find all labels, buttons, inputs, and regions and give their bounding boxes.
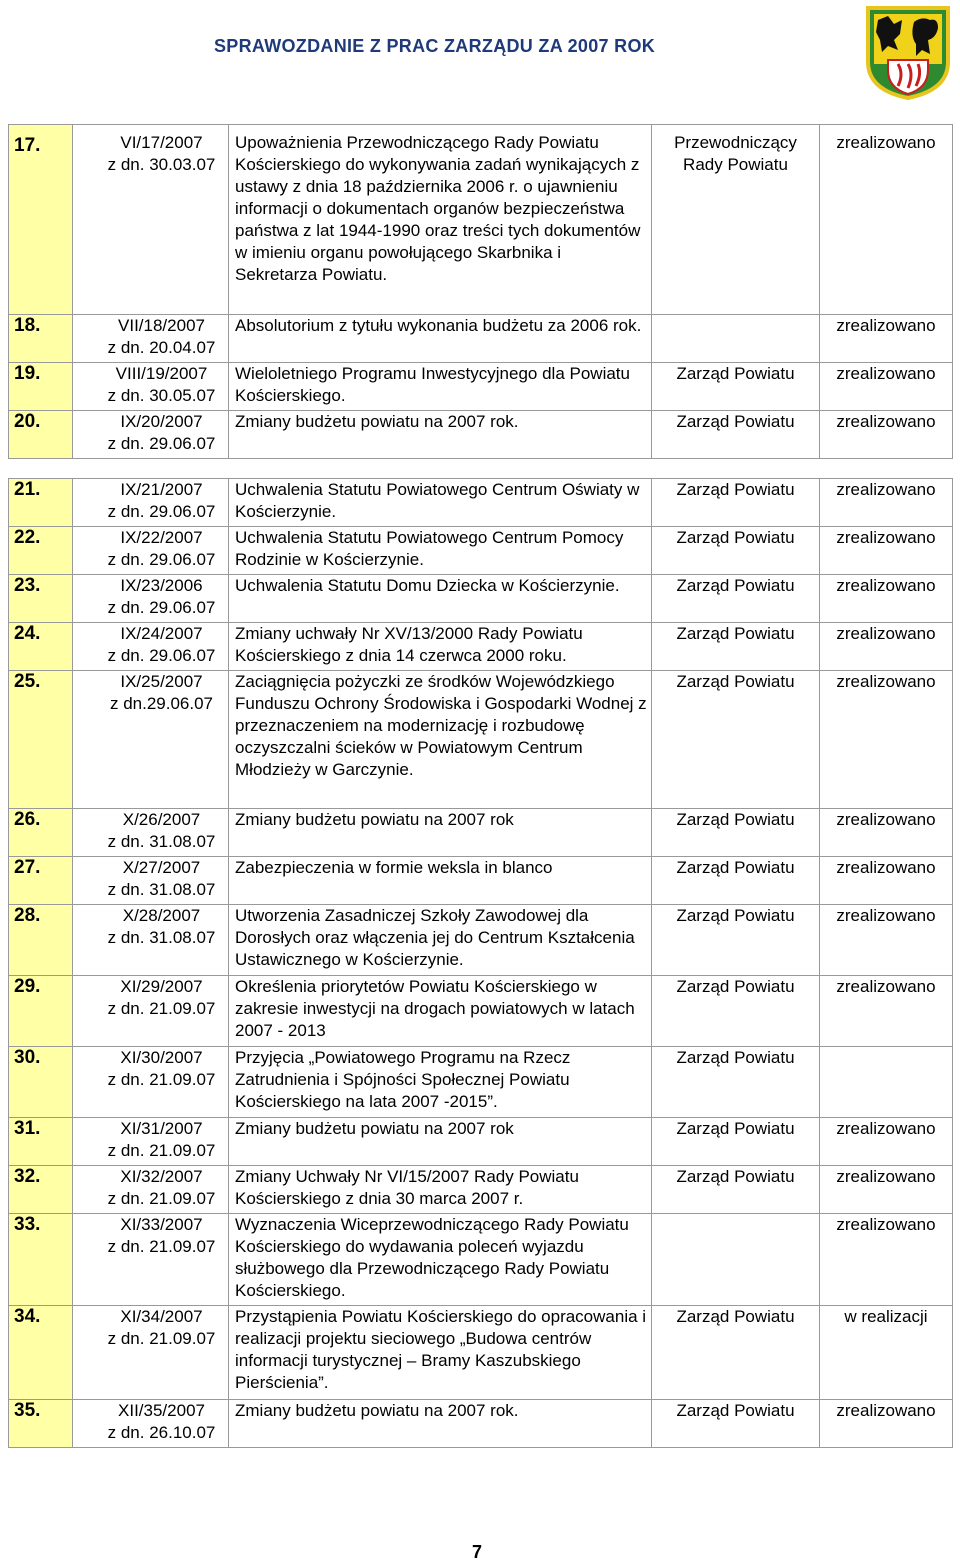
responsible-party: Zarząd Powiatu xyxy=(652,623,820,671)
status: zrealizowano xyxy=(820,411,953,459)
resolution-description: Określenia priorytetów Powiatu Kościerskiego w zakresie inwestycji na drogach powiatowych w latach 2007 - 2013 xyxy=(229,976,652,1047)
resolution-description: Absolutorium z tytułu wykonania budżetu za 2006 rok. xyxy=(229,315,652,363)
responsible-party xyxy=(652,1214,820,1306)
report-title: SPRAWOZDANIE Z PRAC ZARZĄDU ZA 2007 ROK xyxy=(214,36,656,56)
resolution-number: XII/35/2007 xyxy=(118,1401,205,1420)
status: zrealizowano xyxy=(820,125,953,315)
row-number: 27. xyxy=(9,857,73,905)
resolution-number: IX/20/2007 xyxy=(120,412,203,431)
row-number: 35. xyxy=(9,1400,73,1448)
resolution-description: Przyjęcia „Powiatowego Programu na Rzecz Zatrudnienia i Spójności Społecznej Powiatu Kościerskiego na lata 2007 -2015”. xyxy=(229,1047,652,1118)
row-number: 21. xyxy=(9,479,73,527)
status: zrealizowano xyxy=(820,809,953,857)
resolution-number: XI/29/2007 xyxy=(120,977,203,996)
resolutions-table-2 xyxy=(8,478,953,1448)
resolution-date: z dn. 21.09.07 xyxy=(107,1189,216,1208)
status: zrealizowano xyxy=(820,315,953,363)
responsible-party: Zarząd Powiatu xyxy=(652,479,820,527)
resolution-description: Zmiany uchwały Nr XV/13/2000 Rady Powiatu Kościerskiego z dnia 14 czerwca 2000 roku. xyxy=(229,623,652,671)
resolution-number: XI/30/2007 xyxy=(120,1048,203,1067)
resolution-cell xyxy=(73,976,229,1047)
resolution-number: IX/21/2007 xyxy=(120,480,203,499)
status: zrealizowano xyxy=(820,671,953,809)
resolution-description: Przystąpienia Powiatu Kościerskiego do opracowania i realizacji projektu sieciowego „Budowa centrów informacji turystycznej – Bramy Kaszubskiego Pierścienia”. xyxy=(229,1306,652,1400)
table-row xyxy=(9,809,953,857)
resolution-number: XI/31/2007 xyxy=(120,1119,203,1138)
resolution-cell xyxy=(73,125,229,315)
resolution-cell xyxy=(73,527,229,575)
resolution-date: z dn. 29.06.07 xyxy=(107,502,216,521)
responsible-party: Zarząd Powiatu xyxy=(652,411,820,459)
resolution-date: z dn. 29.06.07 xyxy=(107,550,216,569)
resolution-cell xyxy=(73,411,229,459)
status: zrealizowano xyxy=(820,623,953,671)
resolution-number: IX/22/2007 xyxy=(120,528,203,547)
row-number: 29. xyxy=(9,976,73,1047)
resolution-description: Zmiany budżetu powiatu na 2007 rok xyxy=(229,1118,652,1166)
table-row xyxy=(9,1214,953,1306)
resolution-cell xyxy=(73,1166,229,1214)
resolution-number: XI/33/2007 xyxy=(120,1215,203,1234)
resolution-date: z dn. 21.09.07 xyxy=(107,1070,216,1089)
table-row xyxy=(9,1400,953,1448)
responsible-party: Zarząd Powiatu xyxy=(652,671,820,809)
page-number: 7 xyxy=(472,1542,483,1562)
row-number: 17. xyxy=(9,125,73,315)
resolution-cell xyxy=(73,905,229,976)
resolution-description: Zabezpieczenia w formie weksla in blanco xyxy=(229,857,652,905)
row-number: 22. xyxy=(9,527,73,575)
table-row xyxy=(9,1166,953,1214)
resolution-cell xyxy=(73,1118,229,1166)
resolution-description: Zmiany budżetu powiatu na 2007 rok xyxy=(229,809,652,857)
resolution-number: X/28/2007 xyxy=(122,906,201,925)
status: zrealizowano xyxy=(820,479,953,527)
resolution-description: Utworzenia Zasadniczej Szkoły Zawodowej dla Dorosłych oraz włączenia jej do Centrum Kształcenia Ustawicznego w Kościerzynie. xyxy=(229,905,652,976)
resolution-description: Uchwalenia Statutu Powiatowego Centrum Pomocy Rodzinie w Kościerzynie. xyxy=(229,527,652,575)
status: zrealizowano xyxy=(820,363,953,411)
resolution-date: z dn. 31.08.07 xyxy=(107,928,216,947)
responsible-party: Zarząd Powiatu xyxy=(652,809,820,857)
resolution-date: z dn. 21.09.07 xyxy=(107,999,216,1018)
responsible-party: Zarząd Powiatu xyxy=(652,527,820,575)
row-number: 20. xyxy=(9,411,73,459)
table-row xyxy=(9,125,953,315)
row-number: 28. xyxy=(9,905,73,976)
resolution-date: z dn. 30.03.07 xyxy=(107,155,216,174)
table-row xyxy=(9,976,953,1047)
table-row xyxy=(9,1047,953,1118)
table-row xyxy=(9,527,953,575)
resolution-description: Wieloletniego Programu Inwestycyjnego dla Powiatu Kościerskiego. xyxy=(229,363,652,411)
resolution-number: IX/24/2007 xyxy=(120,624,203,643)
resolution-cell xyxy=(73,315,229,363)
table-row xyxy=(9,411,953,459)
resolution-number: VII/18/2007 xyxy=(118,316,205,335)
resolution-date: z dn. 29.06.07 xyxy=(107,598,216,617)
table-row xyxy=(9,1118,953,1166)
resolution-date: z dn. 29.06.07 xyxy=(107,434,216,453)
coat-of-arms-icon xyxy=(864,4,952,100)
table-row xyxy=(9,479,953,527)
status: zrealizowano xyxy=(820,857,953,905)
table-row xyxy=(9,623,953,671)
row-number: 24. xyxy=(9,623,73,671)
resolution-description: Zmiany budżetu powiatu na 2007 rok. xyxy=(229,411,652,459)
resolution-cell xyxy=(73,575,229,623)
resolution-description: Zmiany Uchwały Nr VI/15/2007 Rady Powiatu Kościerskiego z dnia 30 marca 2007 r. xyxy=(229,1166,652,1214)
row-number: 25. xyxy=(9,671,73,809)
status xyxy=(820,1047,953,1118)
row-number: 34. xyxy=(9,1306,73,1400)
status: zrealizowano xyxy=(820,905,953,976)
status: zrealizowano xyxy=(820,1214,953,1306)
resolution-cell xyxy=(73,809,229,857)
responsible-party: Zarząd Powiatu xyxy=(652,857,820,905)
row-number: 26. xyxy=(9,809,73,857)
resolution-number: X/27/2007 xyxy=(122,858,201,877)
resolution-description: Upoważnienia Przewodniczącego Rady Powiatu Kościerskiego do wykonywania zadań wynikających z ustawy z dnia 18 października 2006 r. o ujawnieniu informacji o dokumentach organów bezpieczeństwa państwa z lat 1944-1990 oraz treści tych dokumentów w imieniu organu powołującego Skarbnika i Sekretarza Powiatu. xyxy=(229,125,652,315)
table-row xyxy=(9,1306,953,1400)
responsible-party: Zarząd Powiatu xyxy=(652,1118,820,1166)
resolution-number: IX/23/2006 xyxy=(120,576,203,595)
responsible-party: Zarząd Powiatu xyxy=(652,976,820,1047)
resolution-date: z dn. 20.04.07 xyxy=(107,338,216,357)
resolution-description: Zmiany budżetu powiatu na 2007 rok. xyxy=(229,1400,652,1448)
resolution-number: XI/32/2007 xyxy=(120,1167,203,1186)
resolution-number: X/26/2007 xyxy=(122,810,201,829)
resolution-description: Uchwalenia Statutu Powiatowego Centrum Oświaty w Kościerzynie. xyxy=(229,479,652,527)
resolutions-table-1 xyxy=(8,124,953,459)
resolution-cell xyxy=(73,1214,229,1306)
resolution-cell xyxy=(73,479,229,527)
responsible-party: Zarząd Powiatu xyxy=(652,1306,820,1400)
resolution-number: IX/25/2007 xyxy=(120,672,203,691)
resolution-date: z dn. 30.05.07 xyxy=(107,386,216,405)
table-row xyxy=(9,857,953,905)
table-row xyxy=(9,315,953,363)
resolution-date: z dn. 29.06.07 xyxy=(107,646,216,665)
resolution-cell xyxy=(73,363,229,411)
resolution-cell xyxy=(73,671,229,809)
responsible-party: Zarząd Powiatu xyxy=(652,575,820,623)
row-number: 31. xyxy=(9,1118,73,1166)
row-number: 30. xyxy=(9,1047,73,1118)
resolution-cell xyxy=(73,1400,229,1448)
row-number: 19. xyxy=(9,363,73,411)
resolution-date: z dn. 26.10.07 xyxy=(107,1423,216,1442)
status: zrealizowano xyxy=(820,527,953,575)
resolution-description: Zaciągnięcia pożyczki ze środków Wojewódzkiego Funduszu Ochrony Środowiska i Gospodarki Wodnej z przeznaczeniem na modernizację i rozbudowę oczyszczalni ścieków w Powiatowym Centrum Młodzieży w Garczynie. xyxy=(229,671,652,809)
row-number: 32. xyxy=(9,1166,73,1214)
row-number: 33. xyxy=(9,1214,73,1306)
resolution-date: z dn.29.06.07 xyxy=(109,694,214,713)
table-row xyxy=(9,363,953,411)
status: zrealizowano xyxy=(820,1400,953,1448)
resolution-date: z dn. 21.09.07 xyxy=(107,1329,216,1348)
resolution-cell xyxy=(73,1047,229,1118)
resolution-date: z dn. 31.08.07 xyxy=(107,880,216,899)
status: zrealizowano xyxy=(820,976,953,1047)
status: zrealizowano xyxy=(820,1118,953,1166)
responsible-party: Zarząd Powiatu xyxy=(652,1047,820,1118)
status: zrealizowano xyxy=(820,575,953,623)
status: zrealizowano xyxy=(820,1166,953,1214)
resolution-cell xyxy=(73,857,229,905)
responsible-party: Przewodniczący Rady Powiatu xyxy=(652,125,820,315)
resolution-date: z dn. 31.08.07 xyxy=(107,832,216,851)
resolution-description: Wyznaczenia Wiceprzewodniczącego Rady Powiatu Kościerskiego do wydawania poleceń wyjazdu służbowego dla Przewodniczącego Rady Powiatu Kościerskiego. xyxy=(229,1214,652,1306)
resolution-cell xyxy=(73,623,229,671)
table-row xyxy=(9,575,953,623)
row-number: 18. xyxy=(9,315,73,363)
resolution-description: Uchwalenia Statutu Domu Dziecka w Kościerzynie. xyxy=(229,575,652,623)
resolution-number: XI/34/2007 xyxy=(120,1307,203,1326)
resolution-number: VIII/19/2007 xyxy=(115,364,208,383)
resolution-cell xyxy=(73,1306,229,1400)
table-row xyxy=(9,905,953,976)
responsible-party: Zarząd Powiatu xyxy=(652,1166,820,1214)
status: w realizacji xyxy=(820,1306,953,1400)
responsible-party: Zarząd Powiatu xyxy=(652,363,820,411)
responsible-party: Zarząd Powiatu xyxy=(652,1400,820,1448)
resolution-date: z dn. 21.09.07 xyxy=(107,1141,216,1160)
resolution-date: z dn. 21.09.07 xyxy=(107,1237,216,1256)
table-row xyxy=(9,671,953,809)
responsible-party: Zarząd Powiatu xyxy=(652,905,820,976)
responsible-party xyxy=(652,315,820,363)
resolution-number: VI/17/2007 xyxy=(120,133,203,152)
row-number: 23. xyxy=(9,575,73,623)
